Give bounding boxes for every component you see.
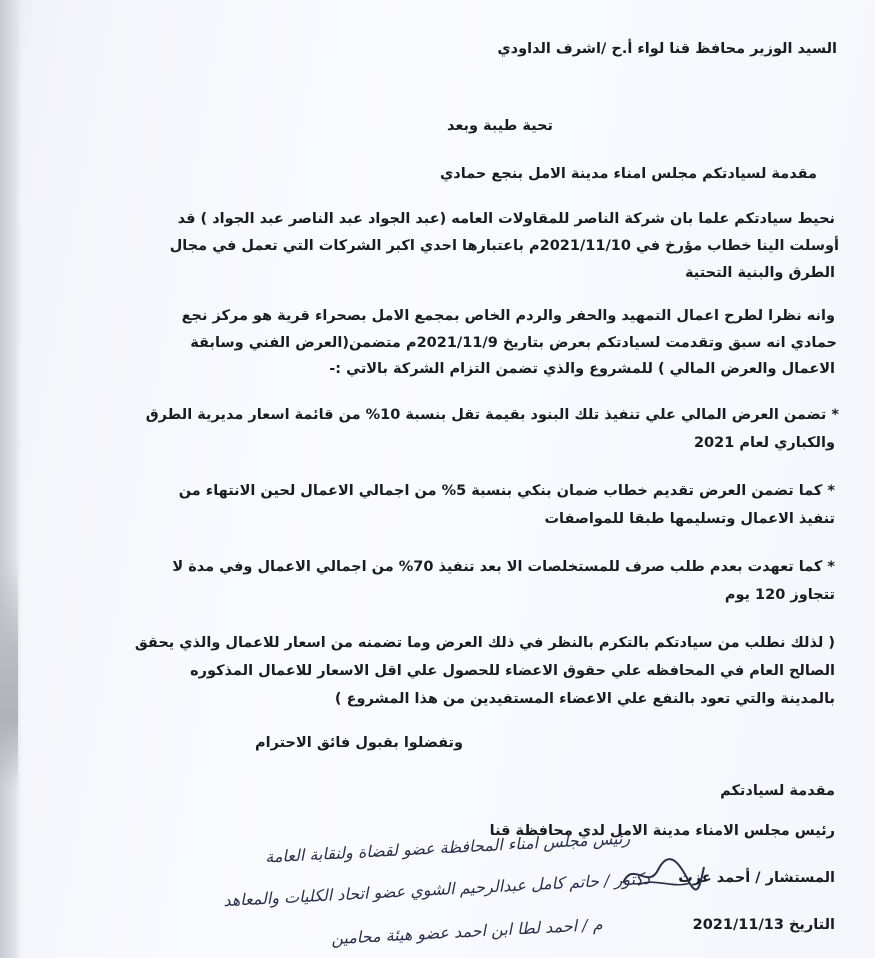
- handwritten-note-line3: م / احمد لطا ابن احمد عضو هيئة محامين: [331, 914, 604, 949]
- request-line1: ( لذلك نطلب من سيادتكم بالتكرم بالنظر في ذلك العرض وما تضمنه من اسعار للاعمال والذي يحقق: [134, 635, 835, 651]
- paragraph1-line3: الطرق والبنية التحتية: [684, 265, 835, 281]
- letter-page: [20, 0, 865, 958]
- greeting: تحية طيبة وبعد: [446, 118, 553, 134]
- presented-by: مقدمة لسيادتكم مجلس امناء مدينة الامل بنجع حمادي: [440, 166, 817, 182]
- signatory-name: المستشار / أحمد عزت: [678, 870, 835, 886]
- submitted-to: مقدمة لسيادتكم: [720, 783, 835, 799]
- signatory-title: رئيس مجلس الامناء مدينة الامل لدي محافظة قنا: [489, 823, 835, 839]
- item3-line2: تتجاوز 120 يوم: [724, 587, 835, 603]
- paragraph1-line2: أوسلت الينا خطاب مؤرخ في 2021/11/10م باعتبارها احدي اكبر الشركات التي تعمل في مجال: [169, 238, 839, 254]
- closing: وتفضلوا بقبول فائق الاحترام: [255, 735, 463, 751]
- request-line2: الصالح العام في المحافظه علي حقوق الاعضاء للحصول علي اقل الاسعار للاعمال المذكوره: [190, 663, 835, 679]
- item1-line1: * تضمن العرض المالي علي تنفيذ تلك البنود بقيمة تقل بنسبة 10% من قائمة اسعار مديرية الطرق: [145, 407, 839, 423]
- paper-edge-shadow: [0, 0, 22, 958]
- item2-line1: * كما تضمن العرض تقديم خطاب ضمان بنكي بنسبة 5% من اجمالي الاعمال لحين الانتهاء من: [178, 483, 835, 499]
- addressee: السيد الوزير محافظ قنا لواء أ.ح /اشرف الداودي: [497, 41, 837, 57]
- handwritten-note-line2: دكتور / حاتم كامل عبدالرحيم الشوي عضو اتحاد الكليات والمعاهد: [222, 868, 651, 911]
- paragraph2-line2: حمادي انه سبق وتقدمت لسيادتكم بعرض بتاريخ 2021/11/9م متضمن(العرض الفني وسابقة: [190, 335, 837, 351]
- request-line3: بالمدينة والتي تعود بالنفع علي الاعضاء المستفيدين من هذا المشروع ): [334, 691, 835, 707]
- item3-line1: * كما تعهدت بعدم طلب صرف للمستخلصات الا بعد تنفيذ 70% من اجمالي الاعمال وفي مدة لا: [172, 559, 835, 575]
- paragraph2-line1: وانه نظرا لطرح اعمال التمهيد والحفر والردم الخاص بمجمع الامل بصحراء قرية هو مركز نجع: [181, 308, 835, 324]
- paragraph2-line3: الاعمال والعرض المالي ) للمشروع والذي تضمن التزام الشركة بالاتي :-: [329, 361, 835, 377]
- handwritten-note-line1: رئيس مجلس امناء المحافظة عضو لقضاة ولنقابة العامة: [264, 828, 631, 867]
- item2-line2: تنفيذ الاعمال وتسليمها طبقا للمواصفات: [544, 511, 835, 527]
- paragraph1-line1: نحيط سيادتكم علما بان شركة الناصر للمقاولات العامه (عبد الجواد عبد الناصر عبد الجواد ) قد: [177, 211, 835, 227]
- paper-edge-mark: [0, 560, 18, 790]
- signature-mark: [618, 855, 708, 895]
- letter-date: التاريخ 2021/11/13: [692, 917, 835, 933]
- item1-line2: والكباري لعام 2021: [693, 435, 835, 451]
